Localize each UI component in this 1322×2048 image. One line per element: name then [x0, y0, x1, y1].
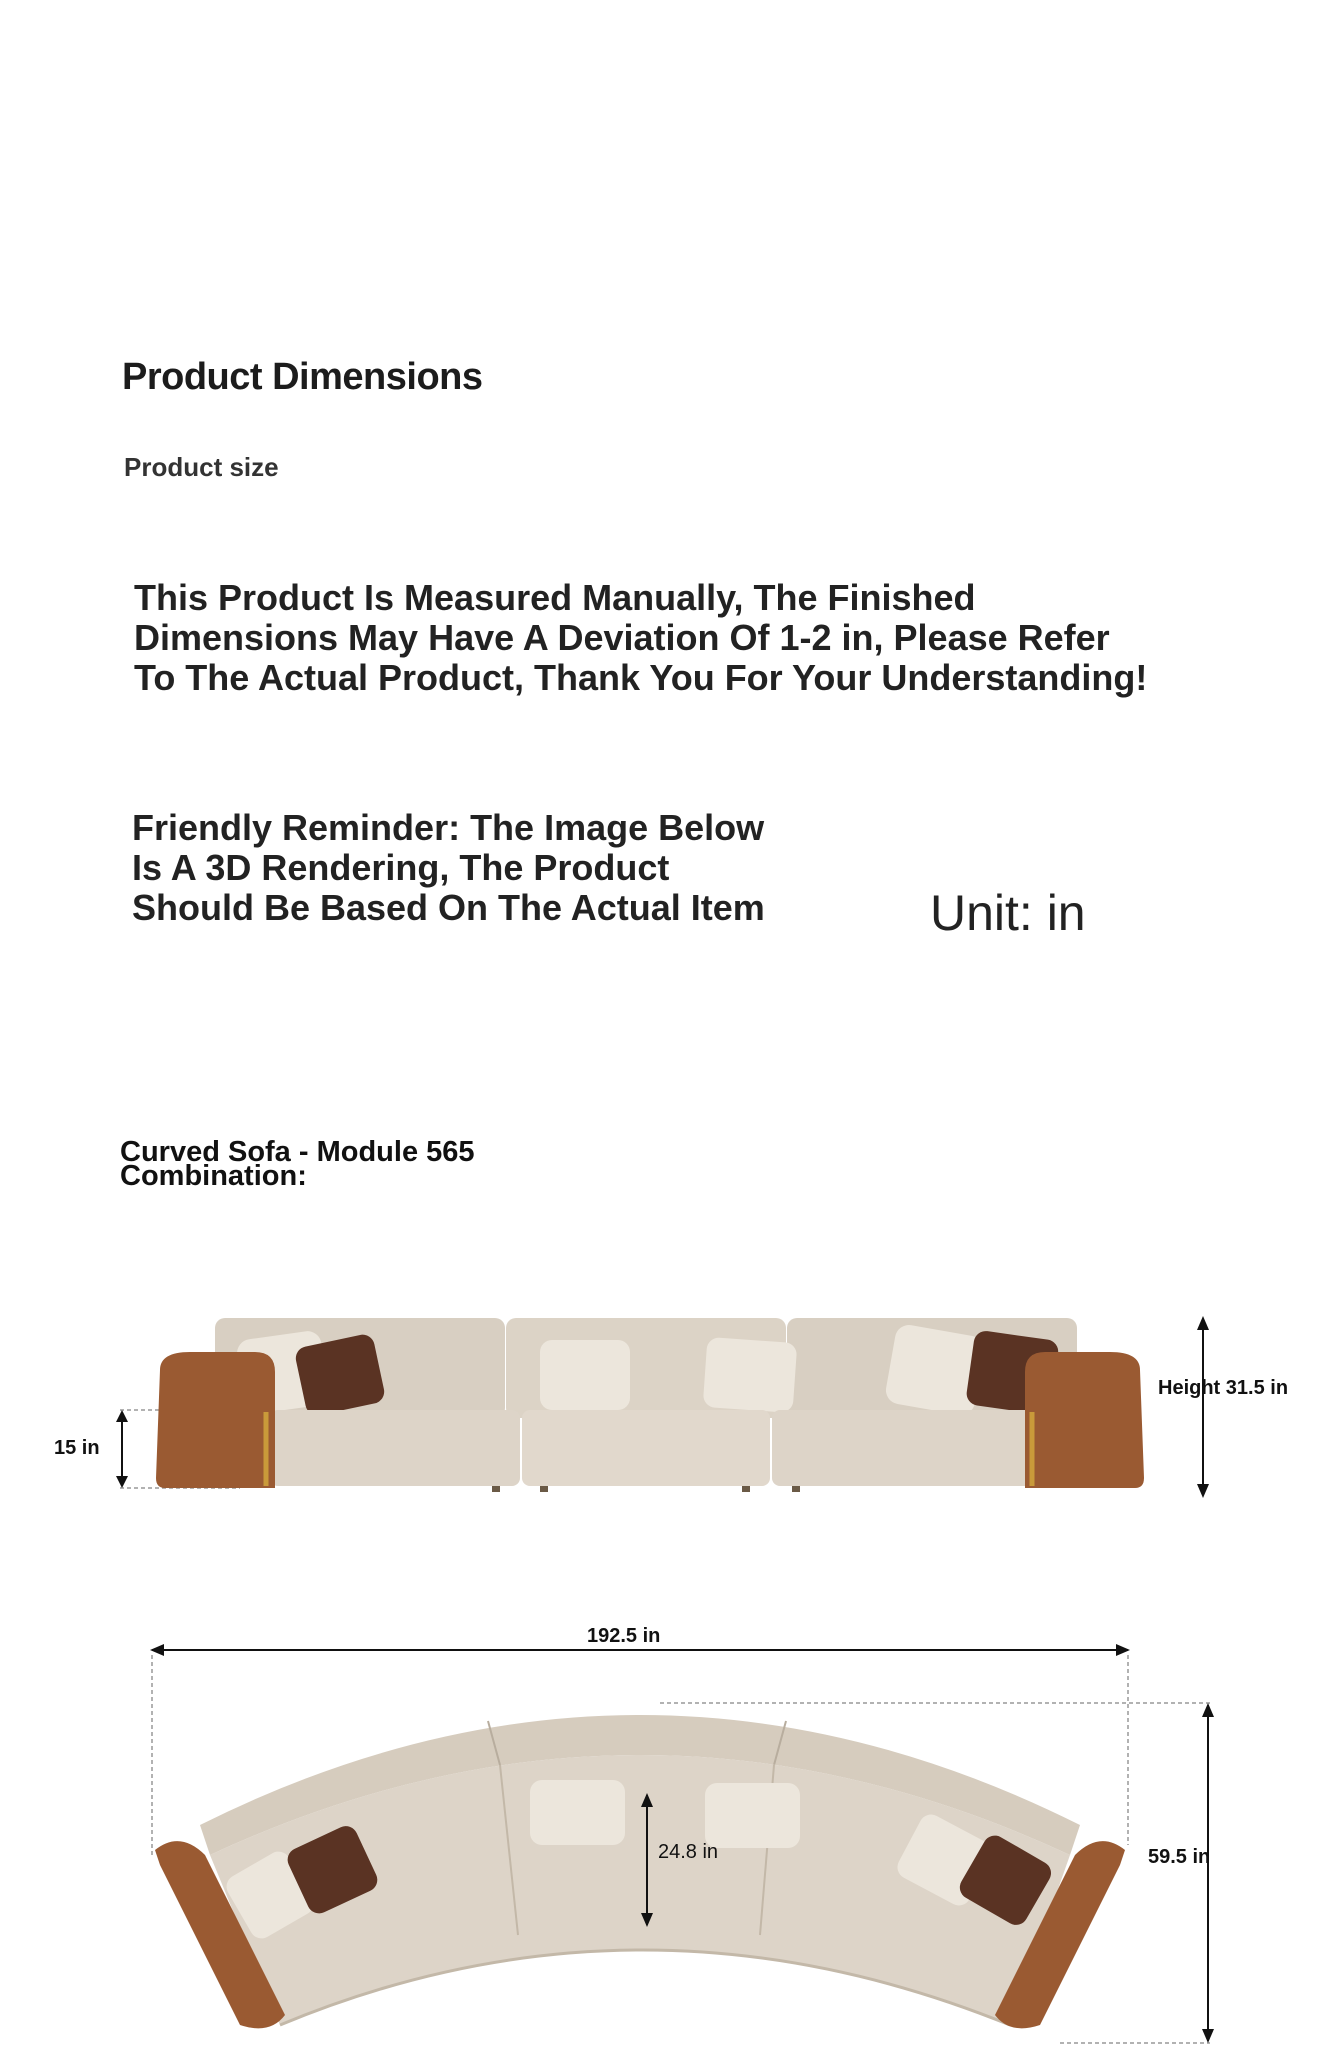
page-subtitle: Product size	[124, 452, 279, 482]
pillow-light	[530, 1780, 625, 1845]
width-arrowhead-right	[1116, 1644, 1130, 1656]
arm-right	[1025, 1352, 1144, 1488]
seat-cushion-left	[270, 1410, 520, 1486]
seat-height-arrowhead-top	[116, 1410, 128, 1422]
module-name-line2: Combination:	[120, 1160, 307, 1192]
pillow-light	[703, 1337, 798, 1413]
measurement-notice: This Product Is Measured Manually, The Finished Dimensions May Have A Deviation Of 1-2 in, Please Refer To The Actual Product, Thank You For Your Understanding!	[134, 577, 1148, 698]
depth-label: 59.5 in	[1148, 1846, 1211, 1868]
page-title: Product Dimensions	[122, 356, 483, 398]
sofa-leg	[540, 1486, 548, 1492]
seat-cushion-right	[772, 1410, 1034, 1486]
seat-cushion-middle	[522, 1410, 770, 1486]
sofa-front-view	[0, 1300, 1322, 1520]
width-arrowhead-left	[150, 1644, 164, 1656]
module-name-line1: Curved Sofa - Module 565	[120, 1136, 475, 1168]
module-name	[120, 1136, 475, 1192]
sofa-top-view	[0, 1615, 1322, 2048]
seat-height-label: 15 in	[54, 1437, 100, 1459]
sofa-leg	[792, 1486, 800, 1492]
height-arrowhead-bottom	[1197, 1484, 1209, 1498]
pillow-light	[540, 1340, 630, 1410]
depth-arrowhead-bottom	[1202, 2029, 1214, 2043]
arm-left	[156, 1352, 275, 1488]
unit-label: Unit: in	[930, 885, 1086, 941]
sofa-leg	[742, 1486, 750, 1492]
rendering-reminder: Friendly Reminder: The Image Below Is A 3D Rendering, The Product Should Be Based On The Actual Item	[132, 807, 765, 928]
depth-arrowhead-top	[1202, 1703, 1214, 1717]
height-label: Height 31.5 in	[1158, 1377, 1289, 1399]
width-label: 192.5 in	[587, 1625, 661, 1647]
seat-height-arrowhead-bottom	[116, 1476, 128, 1488]
seat-depth-label: 24.8 in	[658, 1841, 719, 1863]
pillow-light	[705, 1783, 800, 1848]
sofa-leg	[492, 1486, 500, 1492]
height-arrowhead-top	[1197, 1316, 1209, 1330]
